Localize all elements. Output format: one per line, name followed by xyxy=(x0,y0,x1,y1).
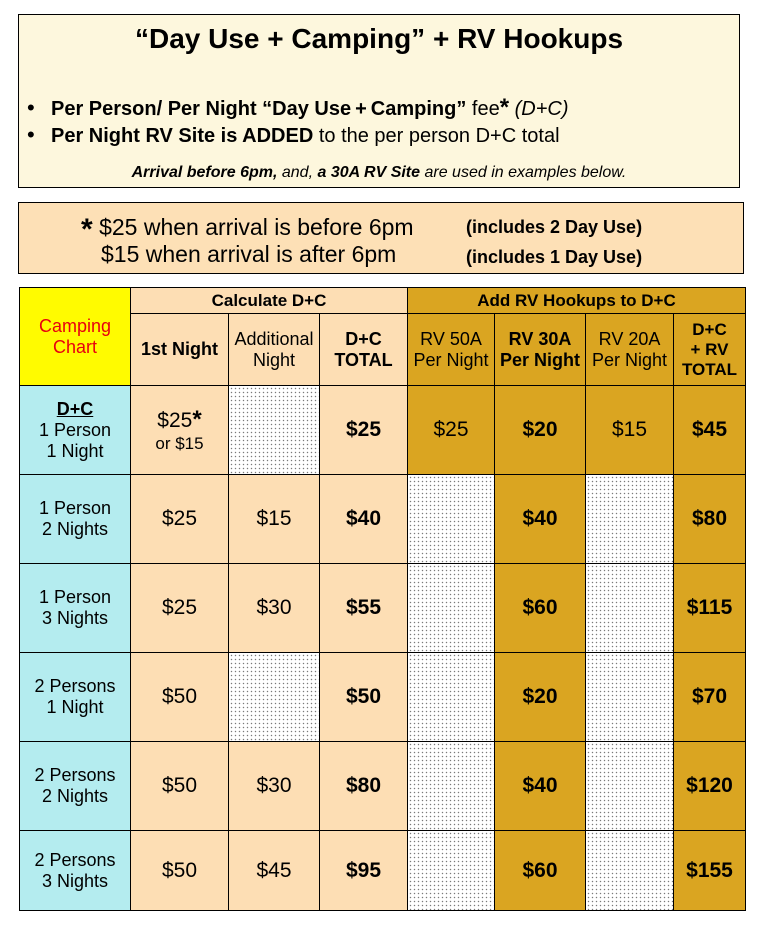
note-text-2: are used in examples below. xyxy=(420,164,627,181)
bullet1-italic: (D+C) xyxy=(509,98,569,120)
asterisk-icon: * xyxy=(499,94,510,121)
rv30-cell: $40 xyxy=(495,475,586,564)
rv50-cell xyxy=(408,475,495,564)
row-label: 2 Persons 1 Night xyxy=(20,653,131,742)
col-dc-total: D+C TOTAL xyxy=(320,314,408,386)
row-label: 1 Person 2 Nights xyxy=(20,475,131,564)
first-night-cell: $25* or $15 xyxy=(131,386,229,475)
bullet-icon: • xyxy=(27,95,35,120)
note-text-1: and, xyxy=(277,164,318,181)
rv20-cell xyxy=(586,475,674,564)
total-cell: $45 xyxy=(674,386,746,475)
total-cell: $115 xyxy=(674,564,746,653)
dc-total-cell: $25 xyxy=(320,386,408,475)
total-cell: $120 xyxy=(674,742,746,831)
rv30-cell: $40 xyxy=(495,742,586,831)
page-title: “Day Use + Camping” + RV Hookups xyxy=(134,23,624,54)
note-bold-1: Arrival before 6pm, xyxy=(131,164,278,181)
rv20-cell xyxy=(586,742,674,831)
total-cell: $70 xyxy=(674,653,746,742)
fee-line-2: $15 when arrival is after 6pm xyxy=(101,241,397,267)
rv20-cell xyxy=(586,653,674,742)
table-row xyxy=(20,831,746,911)
fee-line-2-note: (includes 1 Day Use) xyxy=(466,247,643,267)
rv30-cell: $20 xyxy=(495,653,586,742)
additional-night-cell: $45 xyxy=(229,831,320,911)
additional-night-cell: $30 xyxy=(229,742,320,831)
dc-total-cell: $80 xyxy=(320,742,408,831)
table-row xyxy=(20,386,746,475)
additional-night-cell: $15 xyxy=(229,475,320,564)
camping-chart-table xyxy=(19,287,746,911)
col-rv30: RV 30A Per Night xyxy=(495,314,586,386)
first-night-cell: $25 xyxy=(131,564,229,653)
bullet1-bold: Per Person/ Per Night “Day Use + Camping” xyxy=(51,98,467,120)
rv50-cell xyxy=(408,831,495,911)
additional-night-cell xyxy=(229,386,320,475)
fee-line-1-note: (includes 2 Day Use) xyxy=(466,217,643,237)
rv20-cell xyxy=(586,564,674,653)
bullet-item-fee xyxy=(27,95,569,122)
rv20-cell xyxy=(586,831,674,911)
row-label: 2 Persons 2 Nights xyxy=(20,742,131,831)
bullet2-bold: Per Night RV Site is ADDED xyxy=(51,125,314,147)
total-cell: $80 xyxy=(674,475,746,564)
bullet-item-rv xyxy=(27,122,569,149)
rv30-cell: $60 xyxy=(495,831,586,911)
fee-line-1-text: $25 when arrival is before 6pm xyxy=(99,214,414,240)
row-label: 2 Persons 3 Nights xyxy=(20,831,131,911)
table-row xyxy=(20,564,746,653)
bullet-list xyxy=(27,95,569,149)
note-bold-2: a 30A RV Site xyxy=(317,164,421,181)
camping-chart-corner: Camping Chart xyxy=(20,288,131,386)
col-rv20: RV 20A Per Night xyxy=(586,314,674,386)
rv50-cell xyxy=(408,742,495,831)
first-night-cell: $50 xyxy=(131,653,229,742)
total-cell: $155 xyxy=(674,831,746,911)
row-label: D+C 1 Person 1 Night xyxy=(20,386,131,475)
fee-line-1 xyxy=(81,209,414,246)
first-night-cell: $50 xyxy=(131,742,229,831)
dc-total-cell: $50 xyxy=(320,653,408,742)
dc-total-cell: $95 xyxy=(320,831,408,911)
table-row xyxy=(20,653,746,742)
title-box xyxy=(18,14,740,188)
rv50-cell xyxy=(408,564,495,653)
first-night-cell: $50 xyxy=(131,831,229,911)
first-night-cell: $25 xyxy=(131,475,229,564)
additional-night-cell: $30 xyxy=(229,564,320,653)
rv20-cell: $15 xyxy=(586,386,674,475)
fee-box xyxy=(18,202,744,274)
rv30-cell: $20 xyxy=(495,386,586,475)
calculate-dc-header: Calculate D+C xyxy=(131,288,408,314)
additional-night-cell xyxy=(229,653,320,742)
dc-total-cell: $55 xyxy=(320,564,408,653)
bullet-icon: • xyxy=(27,122,35,147)
col-total: D+C + RV TOTAL xyxy=(674,314,746,386)
row-label: 1 Person 3 Nights xyxy=(20,564,131,653)
table-row xyxy=(20,742,746,831)
bullet2-rest: to the per person D+C total xyxy=(313,125,560,147)
dc-total-cell: $40 xyxy=(320,475,408,564)
rv50-cell: $25 xyxy=(408,386,495,475)
col-rv50: RV 50A Per Night xyxy=(408,314,495,386)
col-additional-night: Additional Night xyxy=(229,314,320,386)
bullet1-rest: fee xyxy=(466,98,500,120)
add-rv-header: Add RV Hookups to D+C xyxy=(408,288,746,314)
table-row xyxy=(20,475,746,564)
rv30-cell: $60 xyxy=(495,564,586,653)
col-first-night: 1st Night xyxy=(131,314,229,386)
asterisk-icon: * xyxy=(81,213,93,246)
example-note xyxy=(19,164,739,182)
rv50-cell xyxy=(408,653,495,742)
